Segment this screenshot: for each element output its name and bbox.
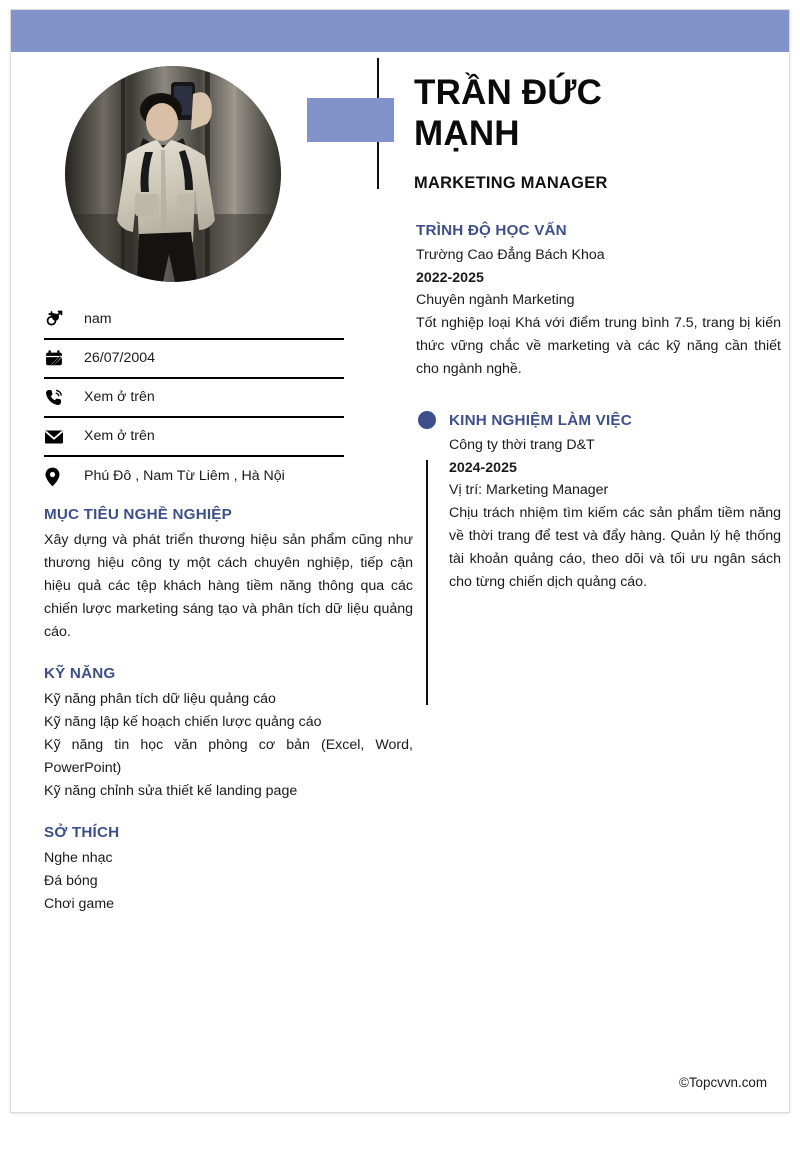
gender-icon (44, 310, 84, 329)
experience-bullet-icon (418, 411, 436, 429)
top-accent-bar (11, 10, 789, 52)
contact-row-birthday (44, 340, 344, 379)
contact-row-email[interactable] (44, 418, 344, 457)
contact-row-phone[interactable] (44, 379, 344, 418)
objective-title: MỤC TIÊU NGHỀ NGHIỆP (44, 506, 232, 523)
section-skills (44, 665, 412, 803)
experience-position: Vị trí: Marketing Manager (449, 482, 609, 499)
contact-value-email: Xem ở trên (84, 427, 155, 444)
education-major: Chuyên ngành Marketing (416, 292, 575, 309)
hobby-item: Nghe nhạc (44, 850, 113, 866)
hobbies-title: SỞ THÍCH (44, 824, 120, 841)
contact-row-gender (44, 301, 344, 340)
name-block (414, 72, 784, 193)
location-icon (44, 467, 84, 487)
phone-icon (44, 388, 84, 407)
objective-text: Xây dựng và phát triển thương hiệu sản phẩm cũng như thương hiệu công ty một cách chuyên nghiệp, tiếp cận hiệu quả các tệp khách hàng tiềm năng thông qua các chiến lược marketing sáng tạo và phân tích dữ liệu quảng cáo. (44, 532, 413, 640)
skill-item: Kỹ năng phân tích dữ liệu quảng cáo (44, 691, 276, 707)
cv-body (11, 52, 789, 1112)
education-description: Tốt nghiệp loại Khá với điểm trung bình 7.5, trang bị kiến thức vững chắc về marketing và các kỹ năng cần thiết cho ngành nghề. (416, 315, 781, 378)
page-title: TRẦN ĐỨC MẠNH (414, 73, 603, 154)
section-career-objective (44, 506, 412, 644)
email-icon (44, 428, 84, 446)
experience-title: KINH NGHIỆM LÀM VIỆC (449, 412, 632, 429)
contact-value-gender: nam (84, 310, 112, 327)
footer-credit: ©Topcvvn.com (678, 1075, 767, 1090)
portrait-photo (65, 66, 281, 282)
experience-description: Chịu trách nhiệm tìm kiếm các sản phẩm tiềm năng về thời trang để test và đẩy hàng. Quản lý hệ thống tài khoản quảng cáo, theo dõi và tối ưu ngân sách cho từng chiến dịch quảng cáo. (449, 505, 781, 591)
cv-page (10, 9, 790, 1113)
experience-period: 2024-2025 (449, 459, 517, 476)
skill-item: Kỹ năng lập kế hoạch chiến lược quảng cáo (44, 714, 322, 730)
job-title: MARKETING MANAGER (414, 173, 608, 192)
contact-list (44, 301, 344, 496)
skill-item: Kỹ năng chỉnh sửa thiết kế landing page (44, 783, 298, 799)
contact-value-address: Phú Đô , Nam Từ Liêm , Hà Nội (84, 467, 285, 484)
education-school: Trường Cao Đẳng Bách Khoa (416, 247, 605, 263)
experience-timeline-rail (426, 460, 428, 705)
section-hobbies (44, 824, 412, 916)
avatar (65, 66, 281, 282)
education-title: TRÌNH ĐỘ HỌC VẤN (416, 222, 567, 239)
calendar-icon (44, 349, 84, 368)
contact-value-phone: Xem ở trên (84, 388, 155, 405)
skill-item: Kỹ năng tin học văn phòng cơ bản (Excel, Word, PowerPoint) (44, 737, 413, 776)
accent-square-decoration (307, 98, 394, 142)
section-experience (449, 412, 781, 594)
education-period: 2022-2025 (416, 269, 484, 286)
section-education (416, 222, 781, 381)
experience-company: Công ty thời trang D&T (449, 437, 595, 453)
hobby-item: Chơi game (44, 896, 115, 912)
contact-value-birthday: 26/07/2004 (84, 349, 156, 366)
contact-row-address (44, 457, 344, 496)
hobby-item: Đá bóng (44, 873, 98, 889)
skills-title: KỸ NĂNG (44, 665, 116, 682)
